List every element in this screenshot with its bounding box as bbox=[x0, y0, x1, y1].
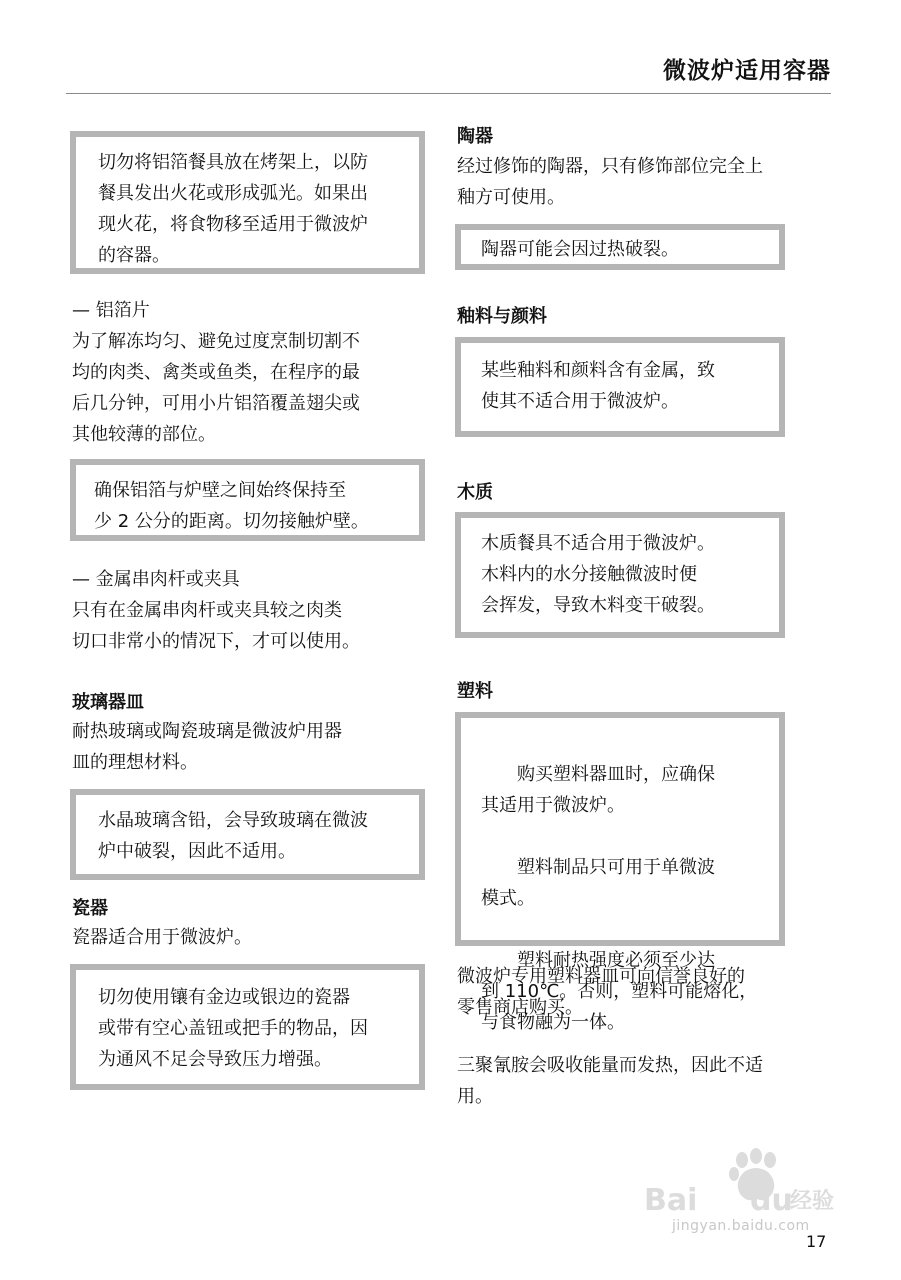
warning-box-foil-grill: 切勿将铝箔餐具放在烤架上，以防 餐具发出火花或形成弧光。如果出 现火花，将食物移至适用于微波炉 的容器。 bbox=[70, 131, 425, 274]
plastic-box-paragraph-2: 塑料制品只可用于单微波 模式。 bbox=[481, 857, 715, 909]
glass-heading: 玻璃器皿 bbox=[72, 692, 144, 713]
warning-box-glaze: 某些釉料和颜料含有金属，致 使其不适合用于微波炉。 bbox=[455, 337, 785, 437]
warning-box-wood: 木质餐具不适合用于微波炉。 木料内的水分接触微波时便 会挥发，导致木料变干破裂。 bbox=[455, 512, 785, 638]
plastic-text-retail: 微波炉专用塑料器皿可向信誉良好的 零售商店购买。 bbox=[457, 966, 745, 1018]
glass-text: 耐热玻璃或陶瓷玻璃是微波炉用器 皿的理想材料。 bbox=[72, 721, 342, 773]
page-number: 17 bbox=[806, 1232, 827, 1251]
warning-box-foil-distance: 确保铝箔与炉壁之间始终保持至 少 2 公分的距离。切勿接触炉壁。 bbox=[70, 459, 425, 541]
foil-heading: — 铝箔片 bbox=[72, 300, 150, 321]
svg-text:Bai: Bai bbox=[644, 1183, 698, 1218]
svg-text:经验: 经验 bbox=[790, 1189, 835, 1214]
china-heading: 瓷器 bbox=[72, 898, 108, 919]
warning-box-china: 切勿使用镶有金边或银边的瓷器 或带有空心盖钮或把手的物品，因 为通风不足会导致压力增强。 bbox=[70, 964, 425, 1090]
plastic-text-melamine: 三聚氰胺会吸收能量而发热，因此不适 用。 bbox=[457, 1055, 763, 1107]
pottery-heading: 陶器 bbox=[457, 126, 493, 147]
plastic-box-paragraph-1: 购买塑料器皿时，应确保 其适用于微波炉。 bbox=[481, 764, 715, 816]
china-text: 瓷器适合用于微波炉。 bbox=[72, 927, 252, 948]
wood-heading: 木质 bbox=[457, 482, 493, 503]
plastic-heading: 塑料 bbox=[457, 681, 493, 702]
skewer-text: 只有在金属串肉杆或夹具较之肉类 切口非常小的情况下，才可以使用。 bbox=[72, 600, 360, 652]
warning-box-crystal: 水晶玻璃含铅，会导致玻璃在微波 炉中破裂，因此不适用。 bbox=[70, 789, 425, 880]
watermark-url: jingyan.baidu.com bbox=[672, 1218, 810, 1234]
header-rule bbox=[66, 93, 831, 94]
foil-text: 为了解冻均匀、避免过度烹制切割不 均的肉类、禽类或鱼类，在程序的最 后几分钟，可用小片铝箔覆盖翅尖或 其他较薄的部位。 bbox=[72, 331, 360, 445]
svg-text:du: du bbox=[750, 1183, 793, 1218]
pottery-text: 经过修饰的陶器，只有修饰部位完全上 釉方可使用。 bbox=[457, 156, 763, 208]
plastic-box-paragraph-3: 塑料耐热强度必须至少达 到 110℃。否则，塑料可能熔化， 与食物融为一体。 bbox=[481, 950, 758, 1033]
page-title: 微波炉适用容器 bbox=[663, 58, 831, 84]
skewer-heading: — 金属串肉杆或夹具 bbox=[72, 569, 240, 590]
warning-box-pottery: 陶器可能会因过热破裂。 bbox=[455, 224, 785, 270]
glaze-heading: 釉料与颜料 bbox=[457, 306, 547, 327]
